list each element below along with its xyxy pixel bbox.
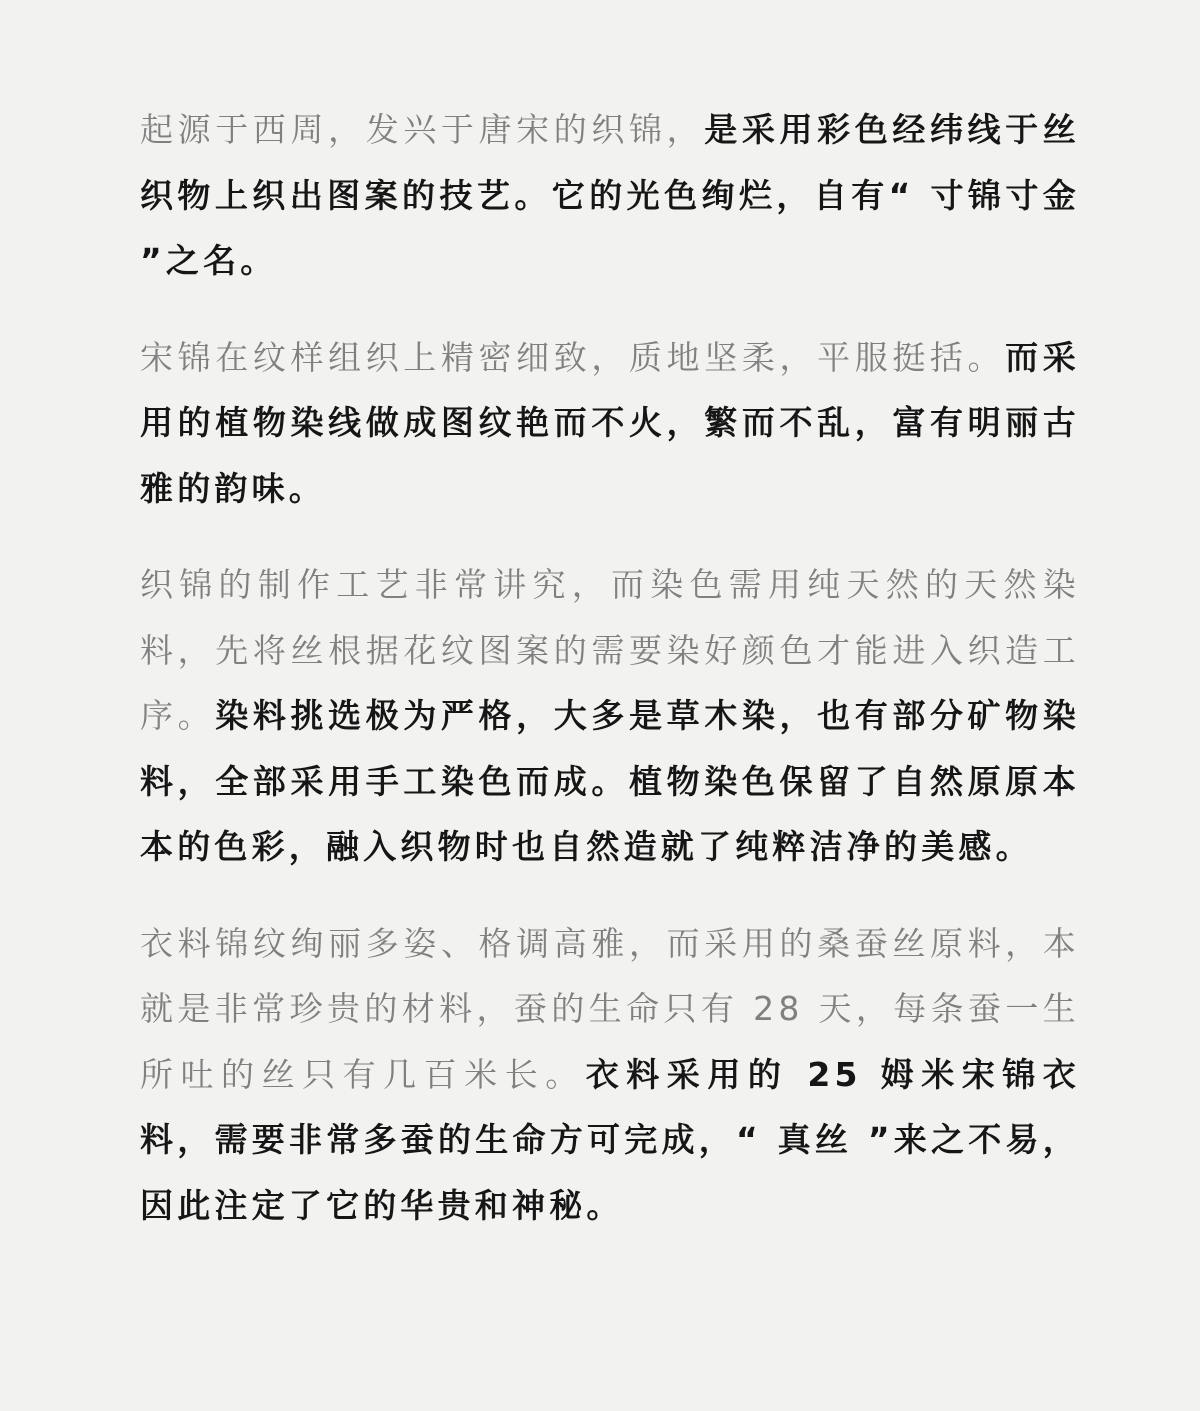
article-body (140, 97, 1080, 1238)
paragraph-dyeing (140, 552, 1080, 880)
paragraph-intro-text: 衣料锦纹绚丽多姿、格调高雅，而采用的桑蚕丝原料，本就是非常珍贵的材料，蚕的生命只有 28 天，每条蚕一生所吐的丝只有几百米长。 (140, 923, 1080, 1094)
paragraph-intro-text: 宋锦在纹样组织上精密细致，质地坚柔，平服挺括。 (140, 337, 1006, 377)
paragraph-emphasis-text: 衣料采用的 25 姆米宋锦衣料，需要非常多蚕的生命方可完成，“ 真丝 ”来之不易，因此注定了它的华贵和神秘。 (140, 1054, 1080, 1225)
paragraph-origin (140, 97, 1080, 294)
paragraph-intro-text: 起源于西周，发兴于唐宋的织锦， (140, 110, 705, 149)
paragraph-songjin (140, 325, 1080, 522)
paragraph-silk (140, 911, 1080, 1239)
paragraph-emphasis-text: 是采用彩色经纬线于丝织物上织出图案的技艺。它的光色绚烂，自有“ 寸锦寸金 ”之名。 (140, 110, 1081, 280)
paragraph-emphasis-text: 染料挑选极为严格，大多是草木染，也有部分矿物染料，全部采用手工染色而成。植物染色保留了自然原原本本的色彩，融入织物时也自然造就了纯粹洁净的美感。 (140, 696, 1080, 866)
paragraph-emphasis-text: 而采用的植物染线做成图纹艳而不火，繁而不乱，富有明丽古雅的韵味。 (140, 337, 1080, 508)
paragraph-intro-text: 织锦的制作工艺非常讲究，而染色需用纯天然的天然染料，先将丝根据花纹图案的需要染好颜色才能进入织造工序。 (140, 565, 1080, 735)
